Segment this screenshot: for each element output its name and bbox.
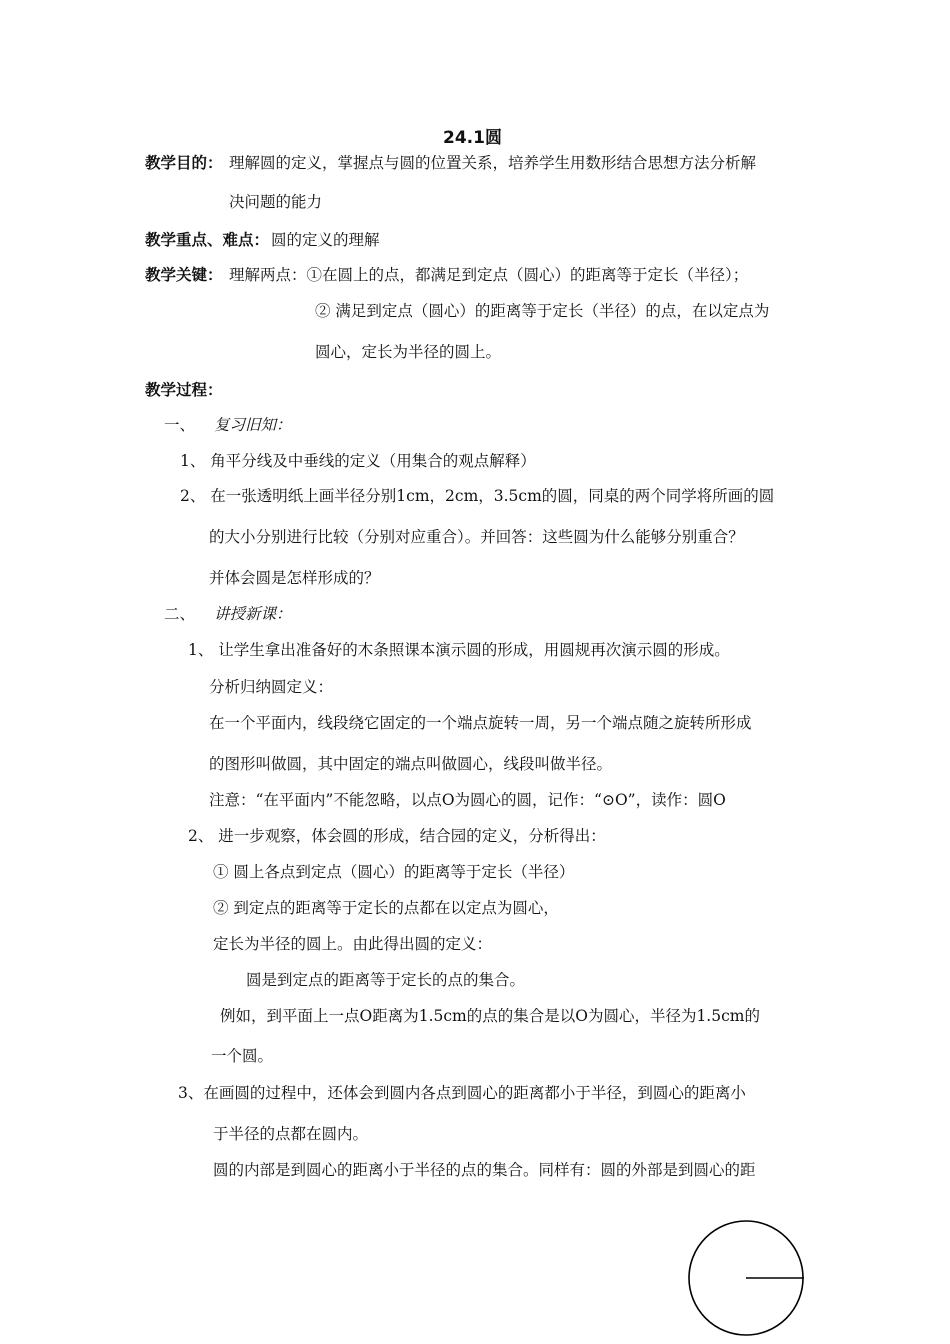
section2-definition-line-2: 的图形叫做圆，其中固定的端点叫做圆心，线段叫做半径。 [209, 755, 613, 773]
objective-label: 教学目的： [145, 154, 223, 172]
process-label: 教学过程： [145, 381, 223, 399]
section1-item-2-line-1: 2、 在一张透明纸上画半径分别1cm，2cm，3.5cm的圆，同桌的两个同学将所画的圆 [180, 487, 775, 505]
objective-line-2: 决问题的能力 [229, 193, 323, 211]
section1-item-1: 1、 角平分线及中垂线的定义（用集合的观点解释） [180, 452, 536, 470]
circle-diagram [686, 1216, 810, 1342]
section1-title: 复习旧知： [214, 416, 292, 434]
section2-item-2: 2、 进一步观察，体会圆的形成，结合园的定义，分析得出： [188, 827, 606, 845]
focus-label: 教学重点、难点： [145, 231, 270, 249]
section2-title: 讲授新课： [214, 605, 292, 623]
section2-circle-definition: 圆是到定点的距离等于定长的点的集合。 [246, 971, 526, 989]
section2-item-3-line-2: 于半径的点都在圆内。 [213, 1125, 369, 1143]
section1-item-2-line-3: 并体会圆是怎样形成的？ [209, 569, 380, 587]
page-title: 24.1圆 [443, 128, 502, 148]
section2-inside-line: 圆的内部是到圆心的距离小于半径的点的集合。同样有：圆的外部是到圆心的距 [213, 1161, 756, 1179]
section2-point-1: ① 圆上各点到定点（圆心）的距离等于定长（半径） [213, 863, 575, 881]
section2-item-3-line-1: 3、在画圆的过程中，还体会到圆内各点到圆心的距离都小于半径，到圆心的距离小 [178, 1084, 746, 1102]
focus-text: 圆的定义的理解 [271, 231, 380, 249]
key-line-2: ② 满足到定点（圆心）的距离等于定长（半径）的点，在以定点为 [315, 302, 770, 320]
section2-example-line-1: 例如，到平面上一点O距离为1.5cm的点的集合是以O为圆心，半径为1.5cm的 [220, 1007, 760, 1025]
key-line-1: 理解两点：①在圆上的点，都满足到定点（圆心）的距离等于定长（半径）； [229, 266, 749, 284]
section2-note: 注意：“在平面内”不能忽略，以点O为圆心的圆，记作：“⊙O”，读作：圆O [209, 791, 726, 809]
section1-number: 一、 [164, 416, 196, 434]
key-label: 教学关键： [145, 266, 223, 284]
objective-line-1: 理解圆的定义，掌握点与圆的位置关系，培养学生用数形结合思想方法分析解 [229, 154, 757, 172]
section2-number: 二、 [164, 605, 196, 623]
section2-item-1: 1、 让学生拿出准备好的木条照课本演示圆的形成，用圆规再次演示圆的形成。 [188, 641, 730, 659]
section1-item-2-line-2: 的大小分别进行比较（分别对应重合）。并回答：这些圆为什么能够分别重合？ [209, 528, 744, 546]
section2-analysis: 分析归纳圆定义： [209, 678, 334, 696]
section2-point-2: ② 到定点的距离等于定长的点都在以定点为圆心， [213, 899, 559, 917]
section2-point-2-cont: 定长为半径的圆上。由此得出圆的定义： [213, 935, 493, 953]
key-line-3: 圆心，定长为半径的圆上。 [315, 343, 502, 361]
section2-definition-line-1: 在一个平面内，线段绕它固定的一个端点旋转一周，另一个端点随之旋转所形成 [209, 714, 752, 732]
section2-example-line-2: 一个圆。 [211, 1047, 274, 1065]
